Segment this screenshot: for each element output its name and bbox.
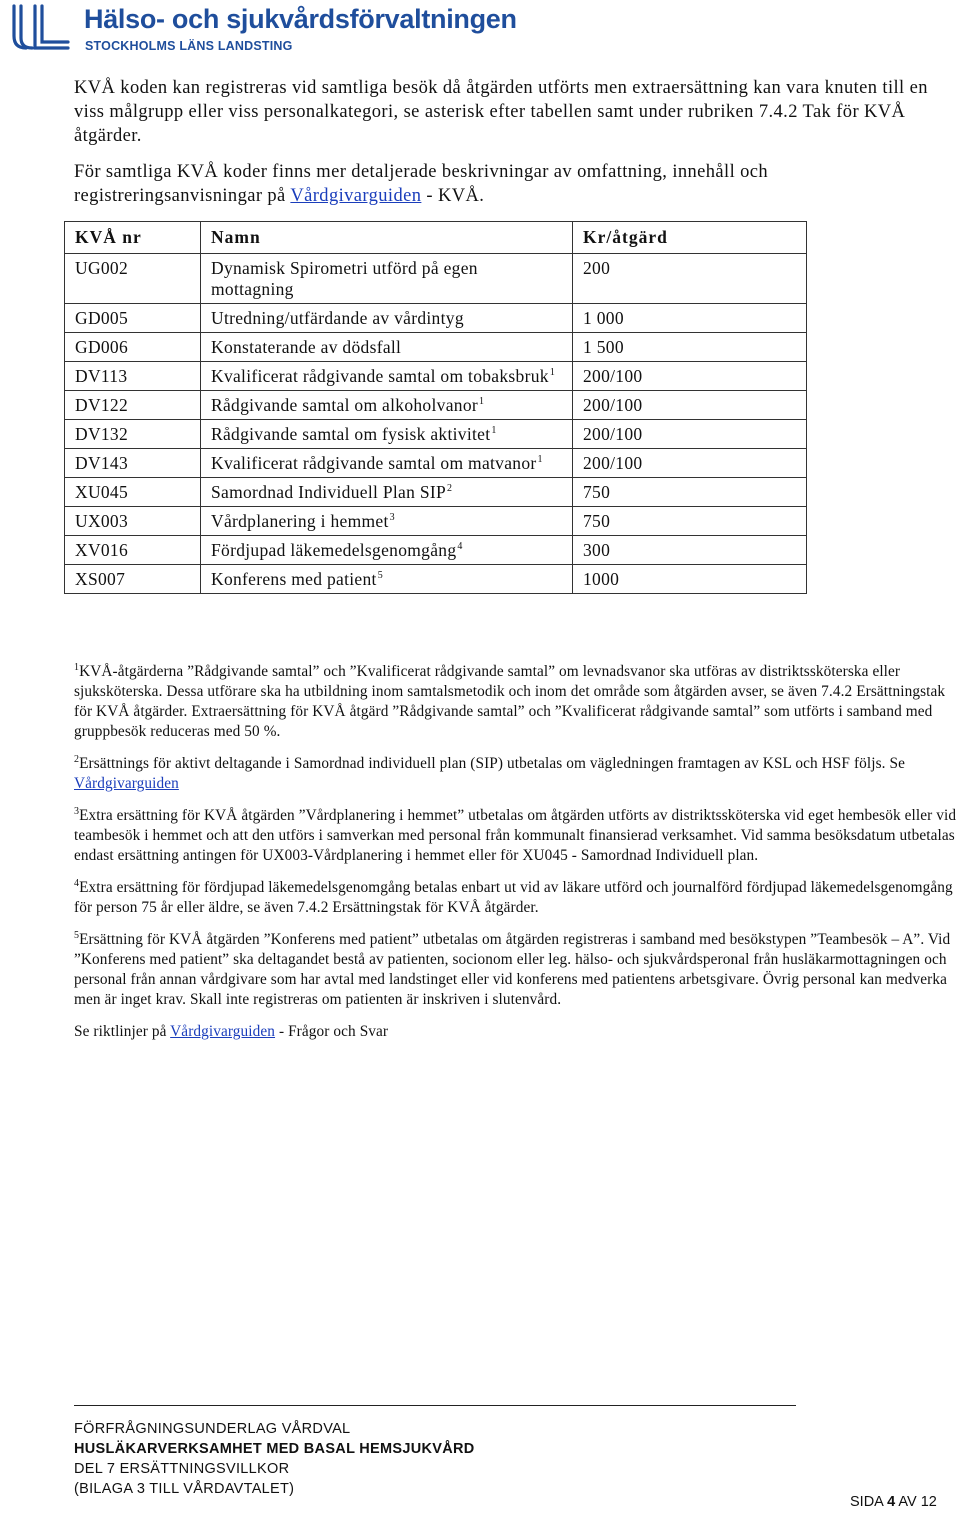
footnote-reference: 1	[479, 396, 485, 407]
table-row	[65, 478, 807, 507]
footer-line-3: DEL 7 ERSÄTTNINGSVILLKOR	[74, 1461, 290, 1477]
kva-name: Rådgivande samtal om fysisk aktivitet	[211, 424, 491, 444]
table-row	[65, 391, 807, 420]
table-row	[65, 420, 807, 449]
footnote-text: KVÅ-åtgärderna ”Rådgivande samtal” och ”Kvalificerat rådgivande samtal” om levnadsvanor ska utföras av distriktssköterska eller sjuksköterska. Dessa utförare ska ha utbildning inom samtalsmetodik och inom det område som åtgärden avser, se även 7.4.2 Ersättningstak för KVÅ åtgärder. Extraersättning för KVÅ åtgärd ”Rådgivande samtal” och ”Kvalificerat rådgivande samtal” som utförts i samband med gruppbesök reduceras med 50 %.	[74, 663, 946, 740]
footnote-3	[74, 806, 960, 866]
footnote-text: Ersättning för KVÅ åtgärden ”Konferens med patient” utbetalas om åtgärden registreras i samband med besökstypen ”Teambesök – A”. Vid ”Konferens med patient” ska deltagandet bestå av patienten, socionom eller leg. hälso- och sjukvårdsperonal från husläkarmottagningen och personal från annan vårdgivare som har avtal med landstinget eller vid konferens med patientens arbetsgivare. Övrig personal kan medverka men är inget krav. Skall inte registreras om patienten är inskriven i slutenvård.	[74, 931, 951, 1008]
intro-paragraph-2	[74, 160, 944, 208]
table-body	[65, 254, 807, 594]
table-row	[65, 333, 807, 362]
table-row	[65, 507, 807, 536]
footnote-marker: 1	[74, 662, 80, 673]
kva-amount-cell: 200/100	[573, 391, 807, 420]
page-header	[6, 2, 566, 54]
footnotes	[74, 662, 960, 1042]
kva-code-cell: UX003	[65, 507, 201, 536]
page-footer	[74, 1419, 475, 1499]
kva-code-cell: XU045	[65, 478, 201, 507]
kva-amount-cell: 750	[573, 507, 807, 536]
kva-amount-cell: 1 000	[573, 304, 807, 333]
kva-code-cell: DV113	[65, 362, 201, 391]
footnote-marker: 3	[74, 806, 80, 817]
footnote-1	[74, 662, 960, 742]
kva-name-cell	[201, 362, 573, 391]
vardgivarguiden-link[interactable]: Vårdgivarguiden	[170, 1023, 276, 1040]
kva-name: Konstaterande av dödsfall	[211, 337, 402, 357]
intro-text	[74, 76, 944, 208]
kva-code-cell: GD006	[65, 333, 201, 362]
footnote-reference: 3	[389, 512, 395, 523]
kva-amount-cell: 300	[573, 536, 807, 565]
kva-name-cell	[201, 478, 573, 507]
kva-name: Vårdplanering i hemmet	[211, 511, 389, 531]
footer-divider	[74, 1405, 796, 1406]
page-number	[850, 1494, 937, 1510]
footnote-reference: 1	[491, 425, 497, 436]
guidelines-suffix: - Frågor och Svar	[275, 1023, 389, 1040]
table-header-row	[65, 222, 807, 254]
footer-line-1: FÖRFRÅGNINGSUNDERLAG VÅRDVAL	[74, 1421, 351, 1437]
kva-amount-cell: 1000	[573, 565, 807, 594]
kva-code-cell: DV143	[65, 449, 201, 478]
column-header-amount: Kr/åtgärd	[573, 222, 807, 254]
vardgivarguiden-link[interactable]: Vårdgivarguiden	[74, 775, 179, 792]
footnote-reference: 1	[549, 367, 556, 378]
table-row	[65, 304, 807, 333]
footer-line-4: (BILAGA 3 TILL VÅRDAVTALET)	[74, 1481, 295, 1497]
vardgivarguiden-link[interactable]: Vårdgivarguiden	[290, 186, 422, 206]
kva-amount-cell: 200/100	[573, 449, 807, 478]
page-total: 12	[920, 1494, 937, 1510]
page-label: SIDA	[850, 1494, 884, 1510]
kva-name-cell	[201, 420, 573, 449]
org-subtitle: STOCKHOLMS LÄNS LANDSTING	[85, 39, 293, 53]
kva-code-cell: UG002	[65, 254, 201, 304]
guidelines-text: Se riktlinjer på	[74, 1023, 171, 1040]
intro-p2-text: För samtliga KVÅ koder finns mer detaljerade beskrivningar av omfattning, innehåll och registreringsanvisningar på	[74, 162, 769, 206]
kva-name: Samordnad Individuell Plan SIP	[211, 482, 447, 502]
kva-name-cell	[201, 536, 573, 565]
footnote-reference: 4	[457, 541, 463, 552]
table-row	[65, 362, 807, 391]
kva-code-cell: XV016	[65, 536, 201, 565]
kva-name: Kvalificerat rådgivande samtal om tobaksbruk	[211, 366, 549, 386]
table-row	[65, 254, 807, 304]
footnote-text: Extra ersättning för KVÅ åtgärden ”Vårdplanering i hemmet” utbetalas om åtgärden utförts av distriktssköterska vid eget hembesök eller vid teambesök i hemmet och att den utförs i samverkan med personal från kommunalt finansierad verksamhet. Vid samma besöksdatum utbetalas endast ersättning antingen för UX003-Vårdplanering i hemmet eller för XU045 - Samordnad Individuell plan.	[74, 807, 957, 864]
footnote-marker: 4	[74, 878, 80, 889]
sll-logo-icon	[6, 2, 76, 54]
kva-code-cell: GD005	[65, 304, 201, 333]
kva-name-cell	[201, 565, 573, 594]
kva-table	[64, 221, 807, 594]
footnote-4	[74, 878, 960, 918]
kva-amount-cell: 750	[573, 478, 807, 507]
footnote-text: Ersättnings för aktivt deltagande i Samordnad individuell plan (SIP) utbetalas om vägledningen framtagen av KSL och HSF följs. Se	[79, 755, 905, 772]
footer-line-2: HUSLÄKARVERKSAMHET MED BASAL HEMSJUKVÅRD	[74, 1441, 475, 1457]
footnote-reference: 5	[377, 570, 384, 581]
kva-amount-cell: 200/100	[573, 362, 807, 391]
table-row	[65, 565, 807, 594]
kva-amount-cell: 200	[573, 254, 807, 304]
org-name: Hälso- och sjukvårdsförvaltningen	[84, 4, 517, 34]
footnote-marker: 2	[74, 754, 80, 765]
kva-amount-cell: 1 500	[573, 333, 807, 362]
column-header-name: Namn	[201, 222, 573, 254]
kva-code-cell: DV132	[65, 420, 201, 449]
footnote-marker: 5	[74, 930, 80, 941]
kva-name: Konferens med patient	[211, 569, 377, 589]
kva-name-cell	[201, 254, 573, 304]
intro-p2-suffix: - KVÅ.	[421, 186, 485, 206]
kva-name-cell	[201, 507, 573, 536]
table-row	[65, 536, 807, 565]
footnote-2	[74, 754, 960, 794]
footnote-reference: 1	[537, 454, 543, 465]
kva-name: Dynamisk Spirometri utförd på egen mottagning	[211, 258, 478, 299]
kva-name: Rådgivande samtal om alkoholvanor	[211, 395, 478, 415]
footnote-reference: 2	[447, 483, 453, 494]
kva-name-cell	[201, 304, 573, 333]
kva-code-cell: DV122	[65, 391, 201, 420]
guidelines-note	[74, 1022, 960, 1042]
column-header-code: KVÅ nr	[65, 222, 201, 254]
kva-name: Kvalificerat rådgivande samtal om matvanor	[211, 453, 537, 473]
kva-name-cell	[201, 449, 573, 478]
kva-name: Fördjupad läkemedelsgenomgång	[211, 540, 457, 560]
page-current: 4	[887, 1494, 896, 1510]
kva-name-cell	[201, 333, 573, 362]
table-row	[65, 449, 807, 478]
kva-name: Utredning/utfärdande av vårdintyg	[211, 308, 464, 328]
page-separator: AV	[898, 1494, 917, 1510]
kva-amount-cell: 200/100	[573, 420, 807, 449]
intro-paragraph-1: KVÅ koden kan registreras vid samtliga besök då åtgärden utförts men extraersättning kan vara knuten till en viss målgrupp eller viss personalkategori, se asterisk efter tabellen samt under rubriken 7.4.2 Tak för KVÅ åtgärder.	[74, 78, 928, 146]
kva-code-cell: XS007	[65, 565, 201, 594]
footnote-text: Extra ersättning för fördjupad läkemedelsgenomgång betalas enbart ut vid av läkare utförd och journalförd fördjupad läkemedelsgenomgång för person 75 år eller äldre, se även 7.4.2 Ersättningstak för KVÅ åtgärder.	[74, 879, 953, 916]
kva-name-cell	[201, 391, 573, 420]
footnote-5	[74, 930, 960, 1010]
